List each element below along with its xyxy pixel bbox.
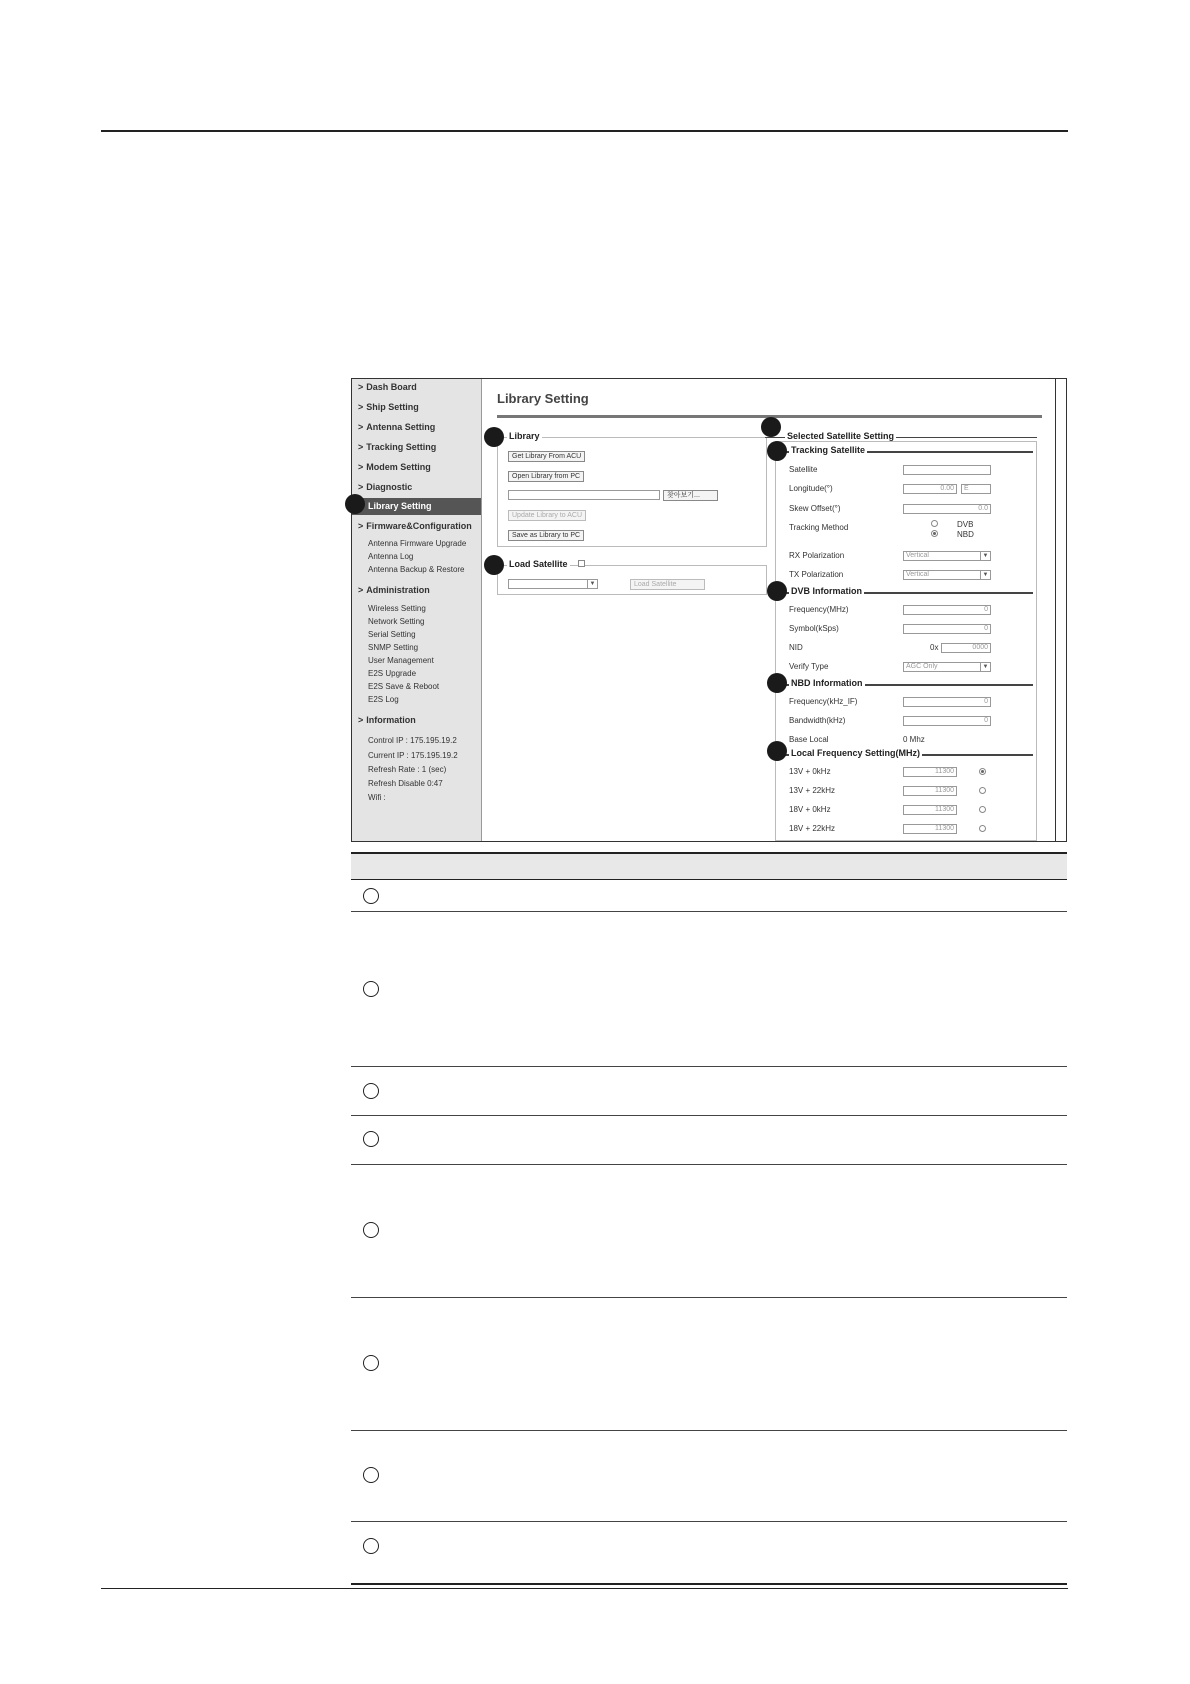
- table-header: [351, 852, 1067, 880]
- nbd-freq-label: Frequency(kHz_IF): [789, 697, 858, 706]
- sidebar-item-firmware[interactable]: > Firmware&Configuration: [358, 521, 472, 531]
- tx-pol-value: Vertical: [906, 571, 929, 578]
- scrollbar[interactable]: [1055, 379, 1066, 841]
- sidebar: [352, 379, 482, 841]
- tracking-method-label: Tracking Method: [789, 523, 849, 532]
- sidebar-subitem-e2s-save-reboot[interactable]: E2S Save & Reboot: [368, 682, 440, 691]
- verify-type-value: AGC Only: [906, 663, 938, 670]
- local-row-label: 13V + 22kHz: [789, 786, 836, 795]
- dvb-radio[interactable]: [931, 520, 938, 527]
- sidebar-item-label: Information: [366, 715, 416, 725]
- chevron-down-icon: ▼: [980, 571, 990, 579]
- bandwidth-field[interactable]: 0: [903, 716, 991, 726]
- sidebar-subitem-network[interactable]: Network Setting: [368, 617, 425, 626]
- sidebar-item-antenna-setting[interactable]: > Antenna Setting: [358, 422, 436, 432]
- rx-pol-label: RX Polarization: [789, 551, 845, 560]
- local-row-field[interactable]: 11300: [903, 805, 957, 815]
- table-row-divider: [351, 1066, 1067, 1067]
- callout-marker: [767, 581, 787, 601]
- nid-prefix: 0x: [930, 643, 939, 652]
- nbd-radio[interactable]: [931, 530, 938, 537]
- nid-label: NID: [789, 643, 803, 652]
- callout-marker: [767, 741, 787, 761]
- tracking-title: Tracking Satellite: [791, 445, 866, 455]
- sidebar-item-label: Diagnostic: [366, 482, 413, 492]
- table-row-number-circle: [363, 981, 379, 997]
- update-library-button[interactable]: Update Library to ACU: [508, 510, 586, 521]
- table-row-number-circle: [363, 1538, 379, 1554]
- load-satellite-title: Load Satellite: [509, 559, 568, 569]
- sidebar-item-administration[interactable]: > Administration: [358, 585, 430, 595]
- table-row-number-circle: [363, 1131, 379, 1147]
- callout-marker: [767, 441, 787, 461]
- bottom-rule: [101, 1588, 1068, 1589]
- info-wifi: Wifi :: [368, 793, 386, 802]
- verify-type-label: Verify Type: [789, 662, 829, 671]
- local-row-radio[interactable]: [979, 768, 986, 775]
- longitude-dir-select[interactable]: E: [961, 484, 991, 494]
- local-row-field[interactable]: 11300: [903, 767, 957, 777]
- sidebar-subitem-e2s-log[interactable]: E2S Log: [368, 695, 399, 704]
- skew-label: Skew Offset(°): [789, 504, 841, 513]
- callout-marker: [484, 555, 504, 575]
- satellite-label: Satellite: [789, 465, 818, 474]
- table-row-divider: [351, 1430, 1067, 1431]
- info-refresh-disable: Refresh Disable 0:47: [368, 779, 443, 788]
- table-row-divider: [351, 1297, 1067, 1298]
- sidebar-subitem-antenna-backup[interactable]: Antenna Backup & Restore: [368, 565, 465, 574]
- verify-type-select[interactable]: [903, 662, 991, 672]
- sidebar-item-label: Ship Setting: [366, 402, 419, 412]
- rx-pol-value: Vertical: [906, 552, 929, 559]
- chevron-down-icon: ▼: [980, 552, 990, 560]
- chevron-down-icon: ▼: [587, 580, 597, 588]
- load-satellite-select[interactable]: [508, 579, 598, 589]
- local-row-radio[interactable]: [979, 825, 986, 832]
- save-library-button[interactable]: Save as Library to PC: [508, 530, 584, 541]
- dvb-symbol-field[interactable]: 0: [903, 624, 991, 634]
- table-row-number-circle: [363, 1355, 379, 1371]
- sidebar-item-label: Modem Setting: [366, 462, 431, 472]
- sidebar-item-label: Tracking Setting: [366, 442, 437, 452]
- callout-marker: [345, 494, 365, 514]
- table-row-divider: [351, 1115, 1067, 1116]
- get-library-button[interactable]: Get Library From ACU: [508, 451, 585, 462]
- dvb-freq-label: Frequency(MHz): [789, 605, 849, 614]
- dvb-symbol-label: Symbol(kSps): [789, 624, 839, 633]
- satellite-field[interactable]: [903, 465, 991, 475]
- local-row-label: 18V + 0kHz: [789, 805, 831, 814]
- table-row-divider: [351, 1521, 1067, 1522]
- screenshot-frame: [351, 378, 1067, 842]
- nbd-title: NBD Information: [791, 678, 863, 688]
- tx-pol-label: TX Polarization: [789, 570, 844, 579]
- table-row-number-circle: [363, 1222, 379, 1238]
- table-row-number-circle: [363, 888, 379, 904]
- local-row-label: 18V + 22kHz: [789, 824, 836, 833]
- sidebar-item-dash-board[interactable]: > Dash Board: [358, 382, 417, 392]
- local-row-field[interactable]: 11300: [903, 824, 957, 834]
- info-refresh-rate: Refresh Rate : 1 (sec): [368, 765, 447, 774]
- open-library-button[interactable]: Open Library from PC: [508, 471, 584, 482]
- sidebar-item-label: Antenna Setting: [366, 422, 436, 432]
- dvb-freq-field[interactable]: 0: [903, 605, 991, 615]
- local-row-field[interactable]: 11300: [903, 786, 957, 796]
- sidebar-item-library-setting[interactable]: [352, 498, 481, 515]
- sidebar-subitem-antenna-log[interactable]: Antenna Log: [368, 552, 414, 561]
- sidebar-item-modem-setting[interactable]: > Modem Setting: [358, 462, 431, 472]
- sidebar-subitem-wireless[interactable]: Wireless Setting: [368, 604, 426, 613]
- sidebar-subitem-user-management[interactable]: User Management: [368, 656, 434, 665]
- local-row-radio[interactable]: [979, 806, 986, 813]
- sidebar-item-label: Dash Board: [366, 382, 417, 392]
- table-end-rule: [351, 1583, 1067, 1585]
- tx-pol-select[interactable]: [903, 570, 991, 580]
- sidebar-item-label: Library Setting: [368, 501, 432, 511]
- top-rule: [101, 130, 1068, 132]
- sidebar-subitem-e2s-upgrade[interactable]: E2S Upgrade: [368, 669, 417, 678]
- selected-satellite-box: [775, 441, 1037, 841]
- nbd-label: NBD: [957, 530, 974, 539]
- load-satellite-checkbox[interactable]: [578, 560, 585, 567]
- sidebar-item-label: Firmware&Configuration: [366, 521, 472, 531]
- sidebar-item-ship-setting[interactable]: > Ship Setting: [358, 402, 419, 412]
- nbd-freq-field[interactable]: 0: [903, 697, 991, 707]
- chevron-down-icon: ▼: [980, 663, 990, 671]
- library-file-input[interactable]: [508, 490, 660, 500]
- callout-marker: [761, 417, 781, 437]
- base-local-value: 0 Mhz: [903, 735, 925, 744]
- dvb-title: DVB Information: [791, 586, 862, 596]
- dvb-label: DVB: [957, 520, 974, 529]
- table-row-divider: [351, 911, 1067, 912]
- callout-marker: [767, 673, 787, 693]
- library-title: Library: [509, 431, 540, 441]
- page-title: Library Setting: [497, 391, 589, 406]
- table-row-number-circle: [363, 1467, 379, 1483]
- skew-field[interactable]: 0.0: [903, 504, 991, 514]
- callout-marker: [484, 427, 504, 447]
- sidebar-subitem-serial[interactable]: Serial Setting: [368, 630, 416, 639]
- sidebar-item-tracking-setting[interactable]: > Tracking Setting: [358, 442, 437, 452]
- local-freq-title: Local Frequency Setting(MHz): [791, 748, 921, 758]
- local-row-label: 13V + 0kHz: [789, 767, 831, 776]
- bandwidth-label: Bandwidth(kHz): [789, 716, 846, 725]
- info-control-ip: Control IP : 175.195.19.2: [368, 736, 457, 745]
- sidebar-subitem-antenna-firmware-upgrade[interactable]: Antenna Firmware Upgrade: [368, 539, 467, 548]
- rx-pol-select[interactable]: [903, 551, 991, 561]
- browse-button[interactable]: 찾아보기...: [663, 490, 718, 501]
- table-row-divider: [351, 1164, 1067, 1165]
- local-row-radio[interactable]: [979, 787, 986, 794]
- load-satellite-button[interactable]: Load Satellite: [630, 579, 705, 590]
- nid-field[interactable]: 0000: [941, 643, 991, 653]
- selected-satellite-title: Selected Satellite Setting: [787, 431, 895, 441]
- sidebar-subitem-snmp[interactable]: SNMP Setting: [368, 643, 419, 652]
- info-current-ip: Current IP : 175.195.19.2: [368, 751, 458, 760]
- table-row-number-circle: [363, 1083, 379, 1099]
- sidebar-item-label: Administration: [366, 585, 430, 595]
- base-local-label: Base Local: [789, 735, 829, 744]
- longitude-field[interactable]: 0.00: [903, 484, 957, 494]
- longitude-label: Longitude(°): [789, 484, 833, 493]
- sidebar-item-information[interactable]: > Information: [358, 715, 416, 725]
- sidebar-item-diagnostic[interactable]: > Diagnostic: [358, 482, 413, 492]
